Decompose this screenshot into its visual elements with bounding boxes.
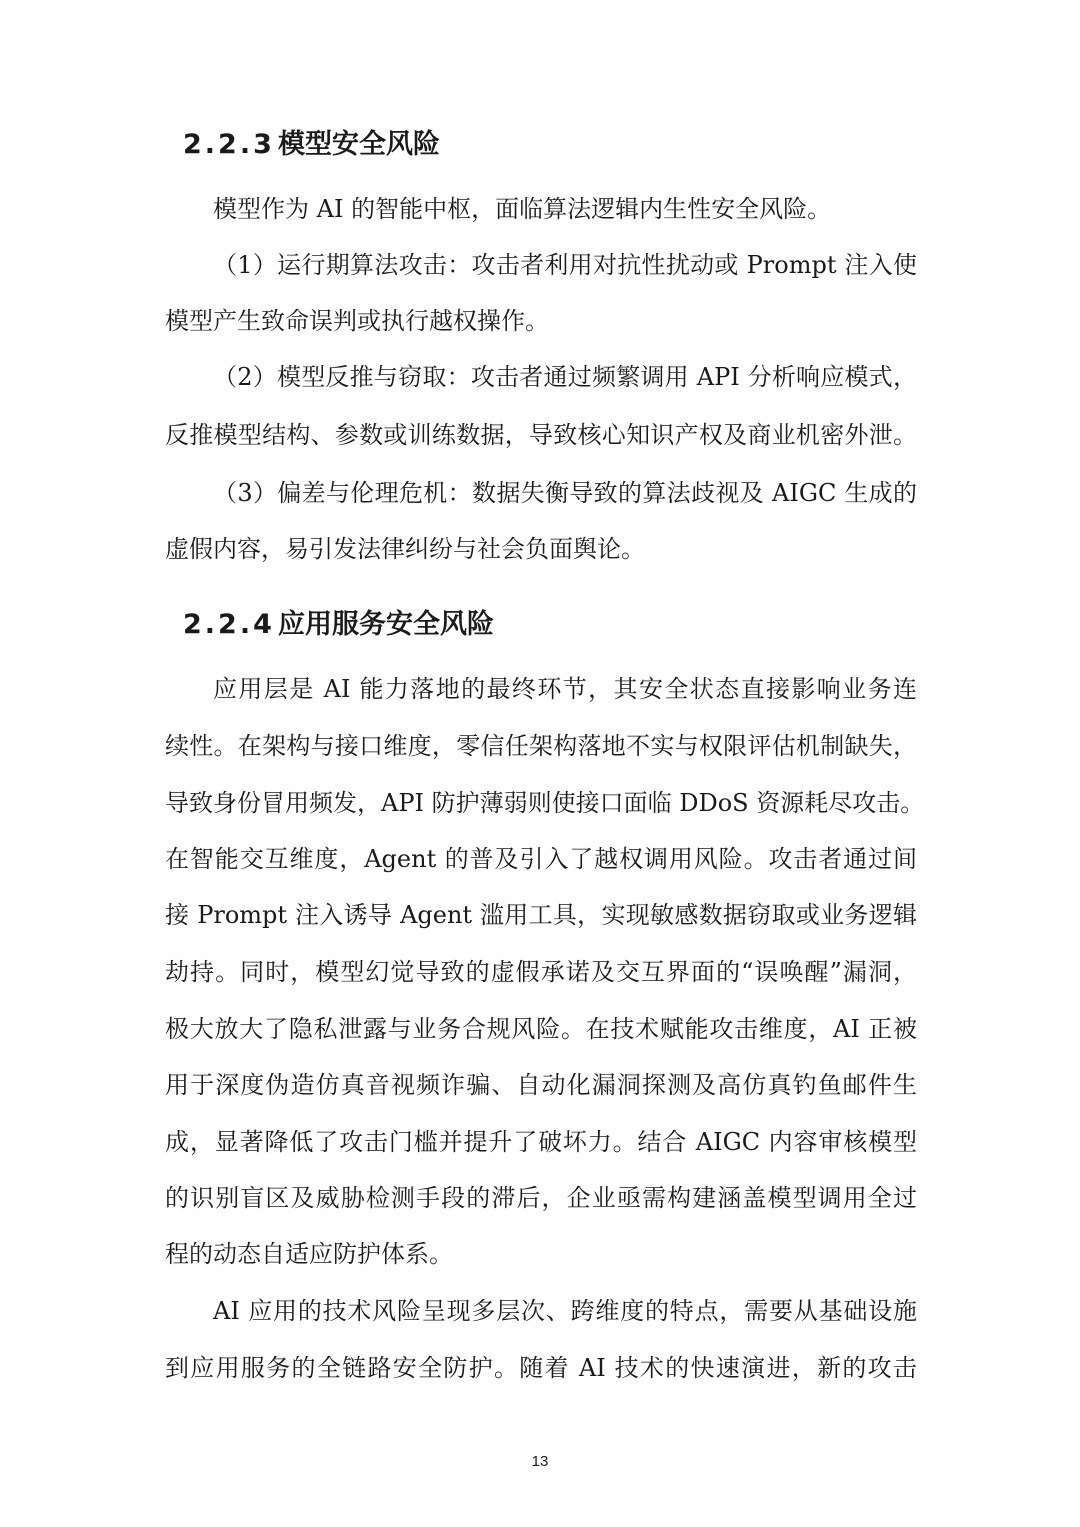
paragraph-intro: 模型作为 AI 的智能中枢，面临算法逻辑内生性安全风险。: [213, 195, 832, 223]
paragraph-line: 成，显著降低了攻击门槛并提升了破坏力。结合 AIGC 内容审核模型: [165, 1128, 917, 1156]
paragraph-line: 接 Prompt 注入诱导 Agent 滥用工具，实现敏感数据窃取或业务逻辑: [165, 901, 917, 929]
list-item-1-line-2: 模型产生致命误判或执行越权操作。: [165, 307, 549, 335]
paragraph-line: 极大放大了隐私泄露与业务合规风险。在技术赋能攻击维度，AI 正被: [165, 1015, 917, 1043]
paragraph-line: 续性。在架构与接口维度，零信任架构落地不实与权限评估机制缺失，: [165, 732, 917, 760]
section-title: 模型安全风险: [278, 129, 440, 160]
section-heading-2-2-4: [183, 608, 494, 642]
paragraph-line: 劫持。同时，模型幻觉导致的虚假承诺及交互界面的“误唤醒”漏洞，: [165, 958, 917, 986]
section-number: 2.2.3: [183, 129, 275, 160]
paragraph-line: 用于深度伪造仿真音视频诈骗、自动化漏洞探测及高仿真钓鱼邮件生: [165, 1071, 917, 1099]
paragraph-line: 到应用服务的全链路安全防护。随着 AI 技术的快速演进，新的攻击: [165, 1354, 917, 1382]
paragraph-line: 应用层是 AI 能力落地的最终环节，其安全状态直接影响业务连: [213, 675, 917, 703]
paragraph-line: 在智能交互维度，Agent 的普及引入了越权调用风险。攻击者通过间: [165, 845, 917, 873]
list-item-3-line-1: （3）偏差与伦理危机：数据失衡导致的算法歧视及 AIGC 生成的: [213, 479, 917, 507]
list-item-2-line-1: （2）模型反推与窃取：攻击者通过频繁调用 API 分析响应模式，: [213, 363, 917, 391]
section-number: 2.2.4: [183, 609, 275, 640]
section-title: 应用服务安全风险: [278, 609, 494, 640]
paragraph-line: 程的动态自适应防护体系。: [165, 1240, 453, 1268]
section-heading-2-2-3: [183, 128, 440, 162]
paragraph-line: 的识别盲区及威胁检测手段的滞后，企业亟需构建涵盖模型调用全过: [165, 1184, 917, 1212]
page-number: 13: [531, 1453, 549, 1470]
paragraph-line: AI 应用的技术风险呈现多层次、跨维度的特点，需要从基础设施: [213, 1297, 917, 1325]
paragraph-line: 导致身份冒用频发，API 防护薄弱则使接口面临 DDoS 资源耗尽攻击。: [165, 789, 925, 817]
list-item-2-line-2: 反推模型结构、参数或训练数据，导致核心知识产权及商业机密外泄。: [165, 421, 917, 449]
list-item-3-line-2: 虚假内容，易引发法律纠纷与社会负面舆论。: [165, 535, 645, 563]
list-item-1-line-1: （1）运行期算法攻击：攻击者利用对抗性扰动或 Prompt 注入使: [213, 251, 917, 279]
